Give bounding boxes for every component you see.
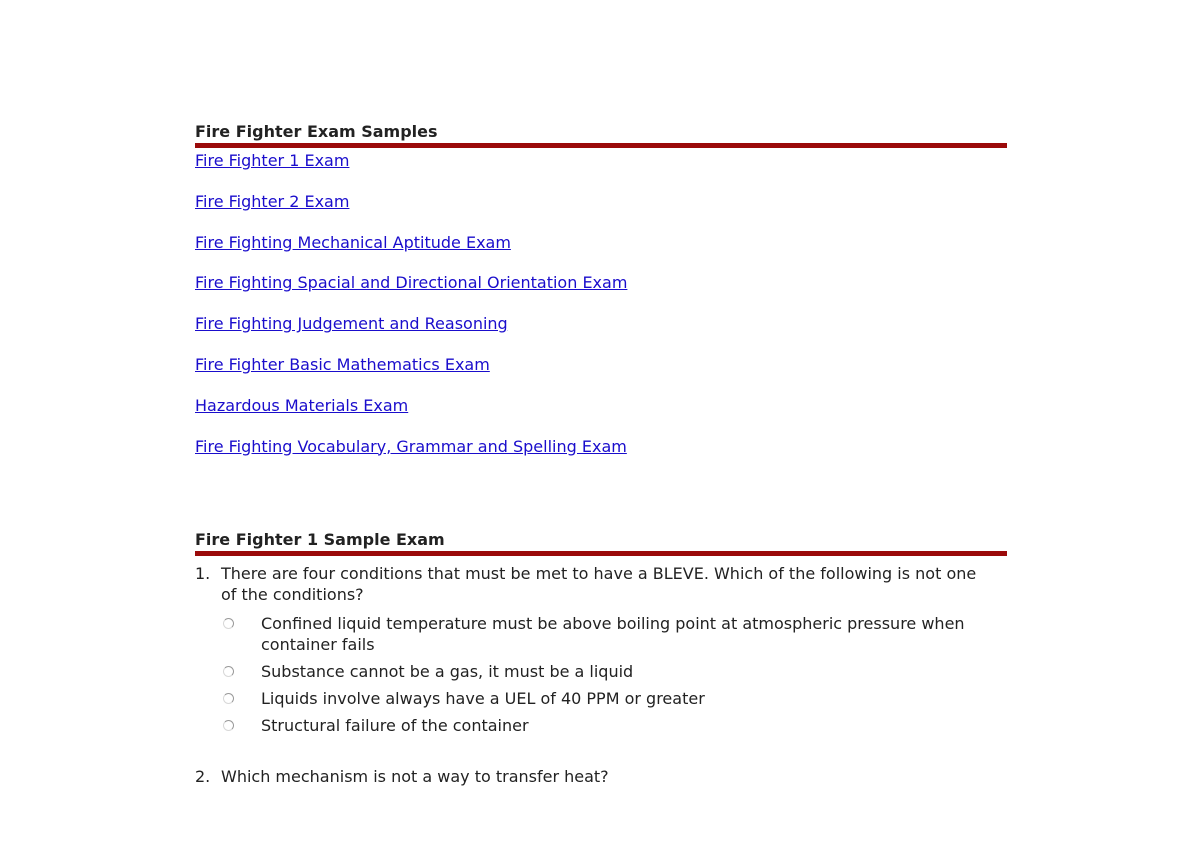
radio-button[interactable] bbox=[223, 693, 234, 704]
link-fire-fighter-1-exam[interactable]: Fire Fighter 1 Exam bbox=[195, 151, 350, 170]
option-label: Structural failure of the container bbox=[261, 716, 529, 735]
question-2 bbox=[195, 766, 1007, 787]
list-item bbox=[195, 393, 1007, 434]
document-page bbox=[195, 122, 1007, 786]
link-basic-mathematics-exam[interactable]: Fire Fighter Basic Mathematics Exam bbox=[195, 354, 490, 374]
exam-samples-title: Fire Fighter Exam Samples bbox=[195, 122, 438, 141]
answer-option bbox=[221, 661, 1007, 682]
question-1 bbox=[195, 563, 1007, 605]
list-item bbox=[195, 230, 1007, 271]
sample-exam-section bbox=[195, 530, 1007, 787]
radio-button[interactable] bbox=[223, 618, 234, 629]
option-label: Substance cannot be a gas, it must be a liquid bbox=[261, 662, 634, 681]
answer-option bbox=[221, 613, 1007, 655]
link-fire-fighter-2-exam[interactable]: Fire Fighter 2 Exam bbox=[195, 191, 350, 211]
list-item bbox=[195, 434, 1007, 475]
list-item bbox=[195, 352, 1007, 393]
answer-option bbox=[221, 688, 1007, 709]
answer-option bbox=[221, 715, 1007, 736]
exam-samples-section bbox=[195, 122, 1007, 474]
radio-button[interactable] bbox=[223, 720, 234, 731]
link-hazardous-materials-exam[interactable]: Hazardous Materials Exam bbox=[195, 395, 409, 415]
link-spacial-orientation-exam[interactable]: Fire Fighting Spacial and Directional Orientation Exam bbox=[195, 273, 628, 293]
sample-exam-title: Fire Fighter 1 Sample Exam bbox=[195, 530, 445, 549]
section-divider bbox=[195, 551, 1007, 556]
list-item bbox=[195, 148, 1007, 189]
option-label: Liquids involve always have a UEL of 40 PPM or greater bbox=[261, 689, 705, 708]
answer-options bbox=[195, 613, 1007, 736]
list-item bbox=[195, 270, 1007, 311]
question-text: Which mechanism is not a way to transfer heat? bbox=[221, 767, 609, 786]
link-mechanical-aptitude-exam[interactable]: Fire Fighting Mechanical Aptitude Exam bbox=[195, 232, 511, 252]
option-label: Confined liquid temperature must be above boiling point at atmospheric pressure when container fails bbox=[261, 614, 965, 654]
list-item bbox=[195, 189, 1007, 230]
exam-links-list bbox=[195, 148, 1007, 474]
radio-button[interactable] bbox=[223, 666, 234, 677]
link-vocabulary-grammar-spelling-exam[interactable]: Fire Fighting Vocabulary, Grammar and Spelling Exam bbox=[195, 436, 627, 456]
question-number: 1. bbox=[195, 564, 211, 583]
link-judgement-reasoning[interactable]: Fire Fighting Judgement and Reasoning bbox=[195, 314, 508, 334]
question-text: There are four conditions that must be met to have a BLEVE. Which of the following is not one of the conditions? bbox=[221, 564, 977, 604]
question-number: 2. bbox=[195, 767, 211, 786]
list-item bbox=[195, 311, 1007, 352]
